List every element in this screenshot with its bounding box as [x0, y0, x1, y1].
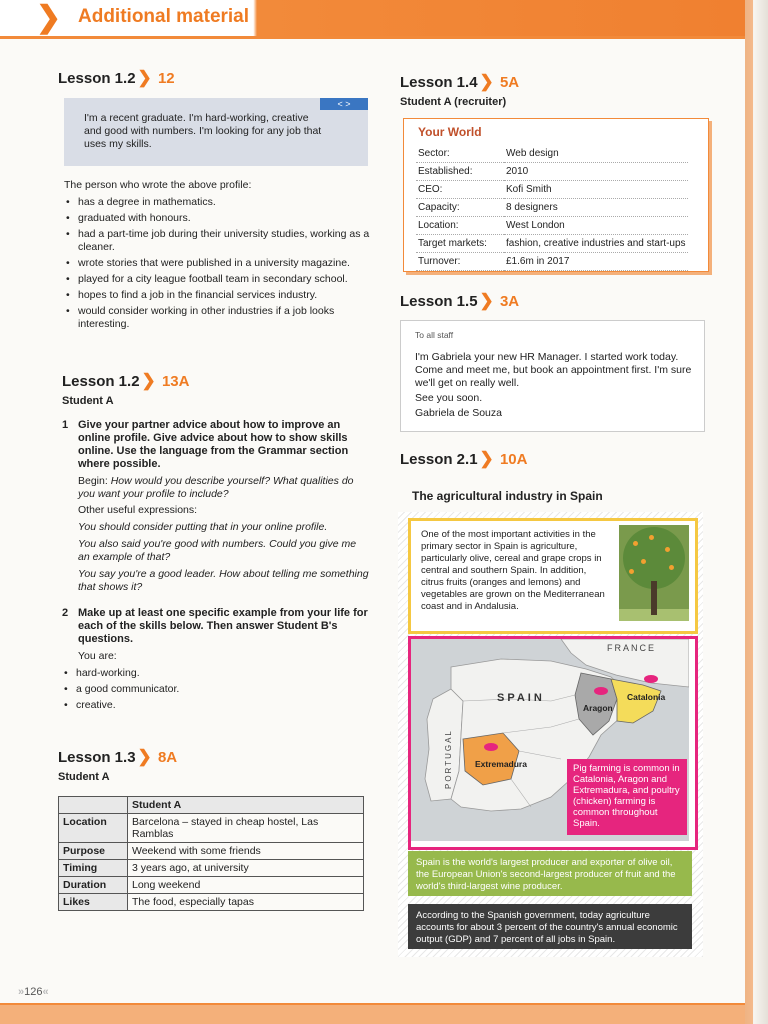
spain-map: [408, 636, 698, 850]
profile-text: I'm a recent graduate. I'm hard-working, creative and good with numbers. I'm looking for any job that uses my skills.: [84, 112, 322, 150]
list-item: • had a part-time job during their university studies, working as a cleaner.: [64, 228, 370, 254]
company-profile-card: Your World Sector: Web design Established: 2010 CEO: Kofi Smith Capacity: 8 designers Location: West London Target markets: fashion, creative industries and start-ups Turnover: £1.6m in 2017: [403, 118, 709, 272]
page-number: 126: [24, 986, 43, 998]
list-item: • played for a city league football team in secondary school.: [64, 273, 370, 286]
chevron-right-icon: ❯: [36, 1, 62, 34]
table-row: Sector: Web design: [416, 145, 688, 163]
map-label-aragon: Aragon: [583, 703, 613, 713]
profile-facts: [64, 178, 370, 334]
lesson-heading-1-5: Lesson 1.5 ❯ 3A: [400, 291, 520, 310]
pig-icon: [644, 675, 658, 683]
infographic-title: The agricultural industry in Spain: [412, 489, 603, 503]
carousel-nav-icon[interactable]: < >: [320, 98, 368, 110]
list-item: • would consider working in other industries if a job looks interesting.: [64, 305, 370, 331]
lesson-heading-2-1: Lesson 2.1 ❯ 10A: [400, 449, 528, 468]
map-label-france: FRANCE: [607, 643, 657, 653]
exercise-2: 2 Make up at least one specific example from your life for each of the skills below. Then answer Student B's questions. You are: • hard-working. • a good communicator. • creative.: [62, 607, 370, 715]
list-item: • hopes to find a job in the financial services industry.: [64, 289, 370, 302]
map-label-extremadura: Extremadura: [475, 759, 527, 769]
profile-box: [64, 98, 368, 166]
list-item: • hard-working.: [62, 667, 370, 680]
list-item: • a good communicator.: [62, 683, 370, 696]
next-page-edge: [745, 0, 768, 1024]
map-label-spain: SPAIN: [497, 692, 545, 704]
table-row: Purpose Weekend with some friends: [59, 843, 364, 860]
exercise-1: 1 Give your partner advice about how to improve an online profile. Give advice about how to show skills online. Use the language from the Grammar section where possible. Begin: How would you describe yourself? What qualities do you want your profile to include? Other useful expressions: You should consider putting that in your online profile. You also said you're good with numbers. Could you give me an example of that? You say you're a good leader. How about telling me something that shows it?: [62, 419, 369, 593]
table-row: Timing 3 years ago, at university: [59, 860, 364, 877]
economy-fact-box: According to the Spanish government, today agriculture accounts for about 3 percent of the country's annual economic output (GDP) and 7 percent of all jobs in Spain.: [408, 904, 692, 949]
list-item: • has a degree in mathematics.: [64, 196, 370, 209]
list-item: • wrote stories that were published in a university magazine.: [64, 257, 370, 270]
table-row: Established: 2010: [416, 163, 688, 181]
lesson-heading-1-3: Lesson 1.3 ❯ 8A Student A: [58, 747, 178, 783]
table-row: Duration Long weekend: [59, 877, 364, 894]
table-row: Likes The food, especially tapas: [59, 894, 364, 911]
profile-intro: The person who wrote the above profile:: [64, 179, 252, 191]
section-header: [0, 0, 745, 36]
page-footer: »126«: [18, 986, 49, 998]
map-label-portugal: PORTUGAL: [444, 729, 453, 789]
student-a-table: Student A Location Barcelona – stayed in cheap hostel, Las Ramblas Purpose Weekend with some friends Timing 3 years ago, at university Duration Long weekend Likes The food, especially tapas: [58, 796, 364, 911]
lesson-heading-1-2-13a: Lesson 1.2 ❯ 13A Student A: [62, 371, 190, 407]
staff-memo: To all staff I'm Gabriela your new HR Manager. I started work today. Come and meet me, but book an appointment first. I'm sure we'll get on really well. See you soon. Gabriela de Souza: [400, 320, 705, 432]
table-row: Capacity: 8 designers: [416, 199, 688, 217]
table-row: Turnover: £1.6m in 2017: [416, 253, 688, 271]
map-label-catalonia: Catalonia: [627, 692, 666, 702]
pig-icon: [484, 743, 498, 751]
agriculture-intro-box: One of the most important activities in the primary sector in Spain is agriculture, particularly olive, cereal and grape crops in central and southern Spain. In addition, citrus fruits (oranges and lemons) and vegetables are grown on the Mediterranean coast and in Andalusia.: [408, 518, 698, 634]
section-title: Additional material: [78, 6, 250, 27]
list-item: • graduated with honours.: [64, 212, 370, 225]
production-fact-box: Spain is the world's largest producer and exporter of olive oil, the European Union's second-largest producer of fruit and the world's third-largest wine producer.: [408, 851, 692, 896]
list-item: • creative.: [62, 699, 370, 712]
table-row: Location Barcelona – stayed in cheap hostel, Las Ramblas: [59, 814, 364, 843]
pig-icon: [594, 687, 608, 695]
table-row: Location: West London: [416, 217, 688, 235]
lesson-heading-1-4: Lesson 1.4 ❯ 5A Student A (recruiter): [400, 72, 520, 108]
lesson-heading-1-2-12: Lesson 1.2 ❯ 12: [58, 68, 175, 87]
pig-farming-caption: Pig farming is common in Catalonia, Aragon and Extremadura, and poultry (chicken) farming is common throughout Spain.: [567, 759, 687, 835]
table-row: Target markets: fashion, creative industries and start-ups: [416, 235, 688, 253]
table-row: CEO: Kofi Smith: [416, 181, 688, 199]
orange-tree-image: [619, 525, 689, 621]
